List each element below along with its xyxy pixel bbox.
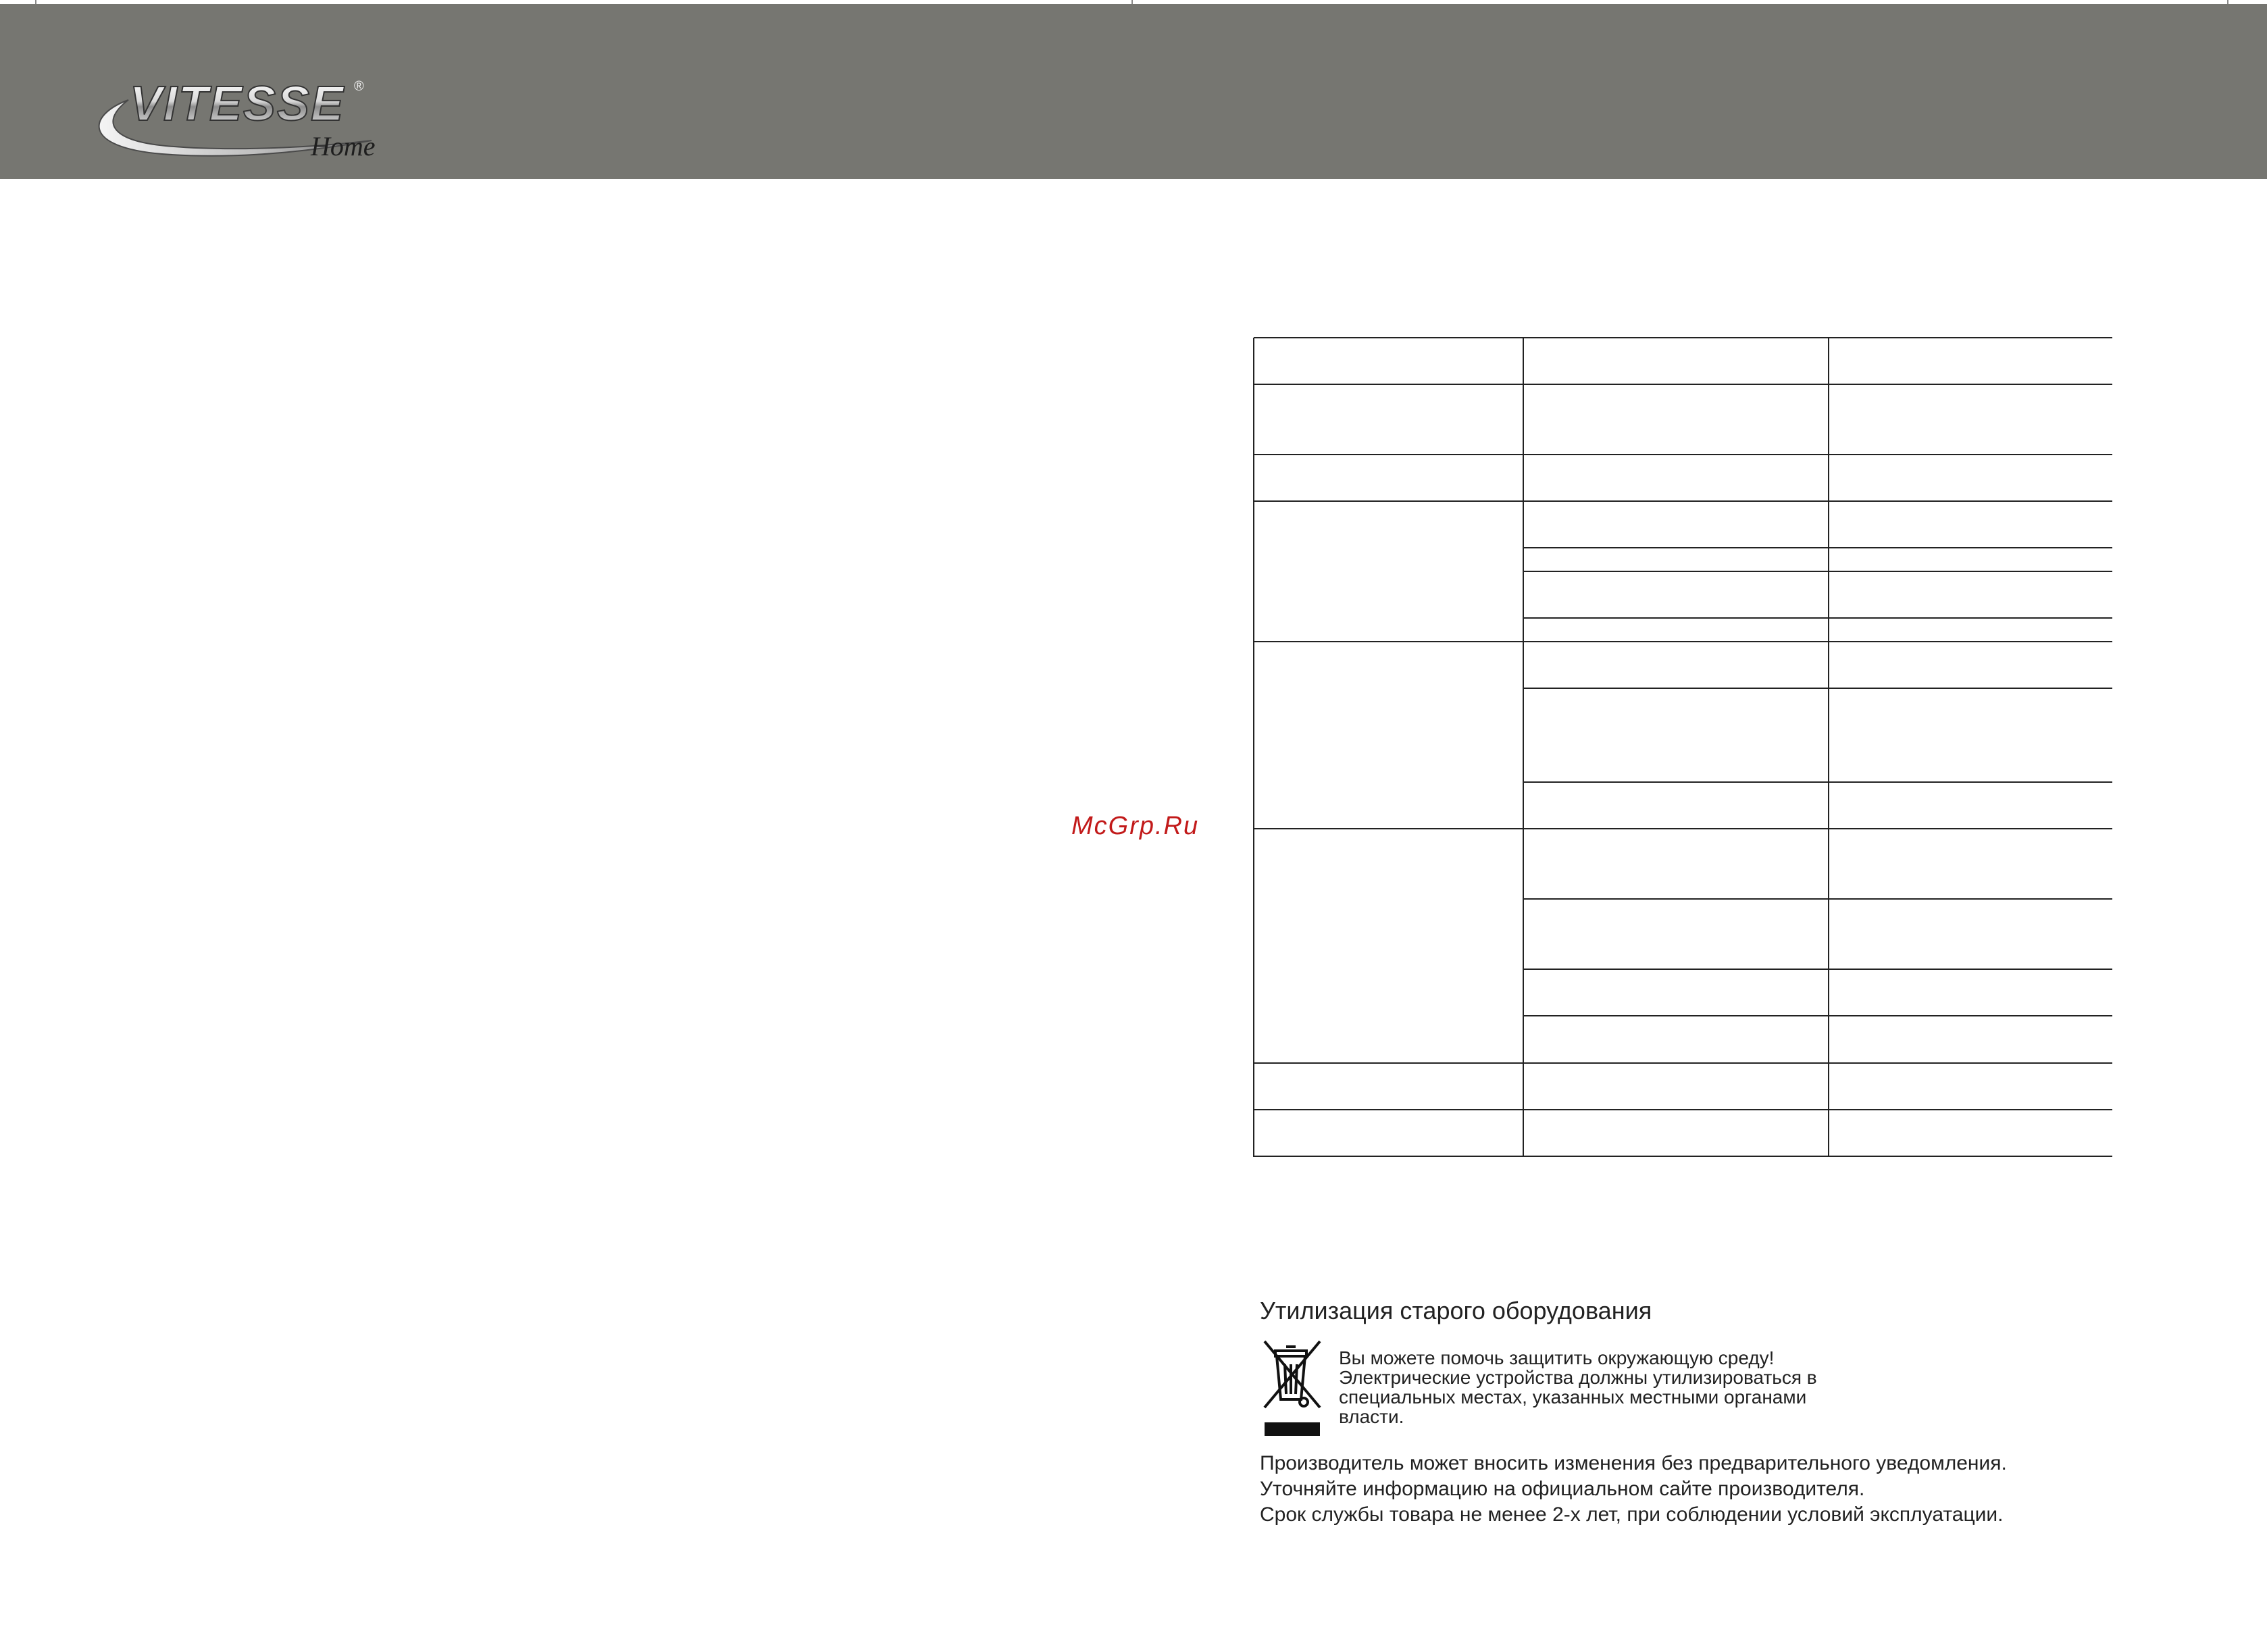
brand-wordmark: VITESSE [130, 77, 345, 131]
sub-brand-wordmark: Home [311, 131, 376, 161]
note-line: Уточняйте информацию на официальном сайте производителя. [1260, 1478, 1865, 1500]
disposal-line: специальных местах, указанных местными органами [1339, 1387, 1807, 1408]
note-line: Производитель может вносить изменения без предварительного уведомления. [1260, 1452, 2007, 1474]
disposal-line: Вы можете помочь защитить окружающую среду! [1339, 1347, 1775, 1368]
disposal-text [1339, 1348, 1852, 1426]
disposal-line: Электрические устройства должны утилизироваться в [1339, 1367, 1817, 1388]
note-line: Срок службы товара не менее 2-х лет, при соблюдении условий эксплуатации. [1260, 1503, 2004, 1526]
registered-mark: ® [354, 79, 364, 94]
disposal-line: власти. [1339, 1406, 1404, 1427]
manufacturer-notes [1260, 1451, 2007, 1528]
watermark: McGrp.Ru [1071, 812, 1200, 840]
disposal-title: Утилизация старого оборудования [1260, 1297, 1652, 1324]
crossed-out-wheelie-bin-icon [1262, 1337, 1323, 1439]
